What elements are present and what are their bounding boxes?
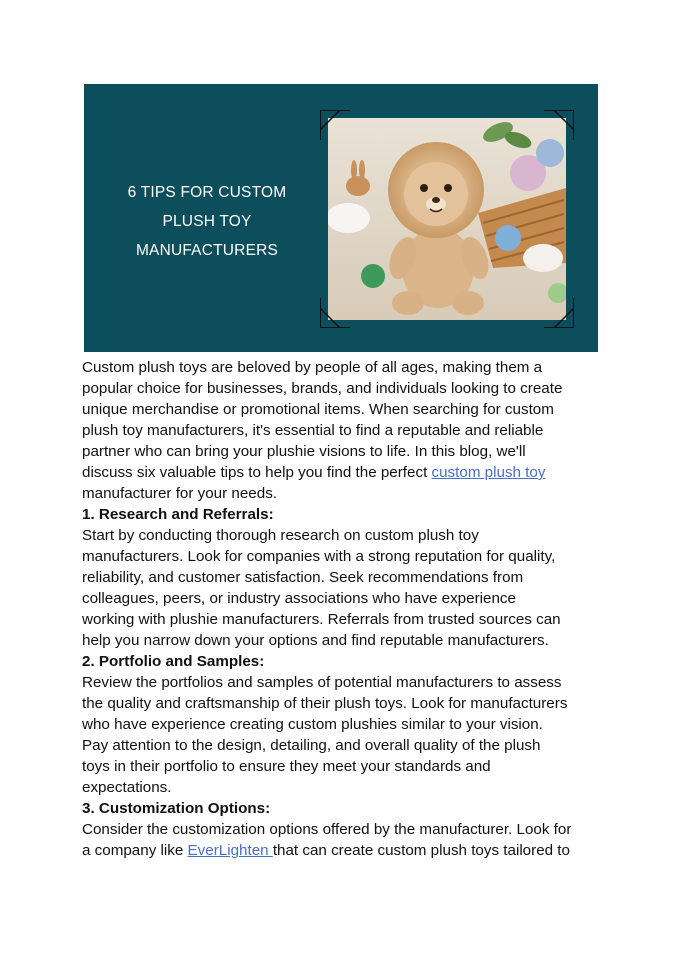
frame-corner-icon bbox=[320, 298, 350, 328]
section-heading: 3. Customization Options: bbox=[82, 800, 271, 817]
banner-title-line: MANUFACTURERS bbox=[135, 242, 279, 259]
text-line: plush toy manufacturers, it's essential to find a reputable and reliable bbox=[82, 422, 544, 439]
text-line: who have experience creating custom plushies similar to your vision. bbox=[82, 716, 543, 733]
banner-title-line: PLUSH TOY bbox=[162, 213, 252, 230]
text-line: popular choice for businesses, brands, and individuals looking to create bbox=[82, 380, 563, 397]
frame-corner-icon bbox=[544, 110, 574, 140]
text-line: manufacturer for your needs. bbox=[82, 485, 278, 502]
text-line: Start by conducting thorough research on custom plush toy bbox=[82, 527, 479, 544]
section-paragraph bbox=[82, 819, 602, 861]
section-paragraph bbox=[82, 672, 602, 798]
article-body bbox=[82, 357, 602, 861]
text-line: Custom plush toys are beloved by people of all ages, making them a bbox=[82, 359, 543, 376]
plush-toy-image-frame bbox=[324, 114, 570, 324]
frame-corner-icon bbox=[320, 110, 350, 140]
text-line: working with plushie manufacturers. Referrals from trusted sources can bbox=[82, 611, 561, 628]
text-line: toys in their portfolio to ensure they meet your standards and bbox=[82, 758, 491, 775]
frame-corner-icon bbox=[544, 298, 574, 328]
text-line: the quality and craftsmanship of their plush toys. Look for manufacturers bbox=[82, 695, 568, 712]
banner-title bbox=[84, 178, 330, 265]
text-line: expectations. bbox=[82, 779, 172, 796]
section-heading: 2. Portfolio and Samples: bbox=[82, 653, 265, 670]
section-heading: 1. Research and Referrals: bbox=[82, 506, 274, 523]
text-line: Pay attention to the design, detailing, and overall quality of the plush bbox=[82, 737, 541, 754]
text-line: manufacturers. Look for companies with a strong reputation for quality, bbox=[82, 548, 556, 565]
text-line: that can create custom plush toys tailored to bbox=[272, 842, 570, 859]
everlighten-link[interactable]: EverLighten bbox=[187, 842, 273, 859]
custom-plush-toy-link[interactable]: custom plush toy bbox=[431, 464, 546, 481]
text-line: Consider the customization options offered by the manufacturer. Look for bbox=[82, 821, 572, 838]
text-line: discuss six valuable tips to help you find the perfect bbox=[82, 464, 432, 481]
hero-banner bbox=[84, 84, 598, 352]
text-line: Review the portfolios and samples of potential manufacturers to assess bbox=[82, 674, 562, 691]
plush-lion-image bbox=[328, 118, 566, 320]
text-line: partner who can bring your plushie visions to life. In this blog, we'll bbox=[82, 443, 526, 460]
text-line: a company like bbox=[82, 842, 188, 859]
text-line: colleagues, peers, or industry associations who have experience bbox=[82, 590, 516, 607]
section-paragraph bbox=[82, 525, 602, 651]
text-line: help you narrow down your options and find reputable manufacturers. bbox=[82, 632, 549, 649]
text-line: reliability, and customer satisfaction. Seek recommendations from bbox=[82, 569, 524, 586]
banner-title-line: 6 TIPS FOR CUSTOM bbox=[127, 184, 287, 201]
intro-paragraph bbox=[82, 357, 602, 504]
text-line: unique merchandise or promotional items. When searching for custom bbox=[82, 401, 554, 418]
